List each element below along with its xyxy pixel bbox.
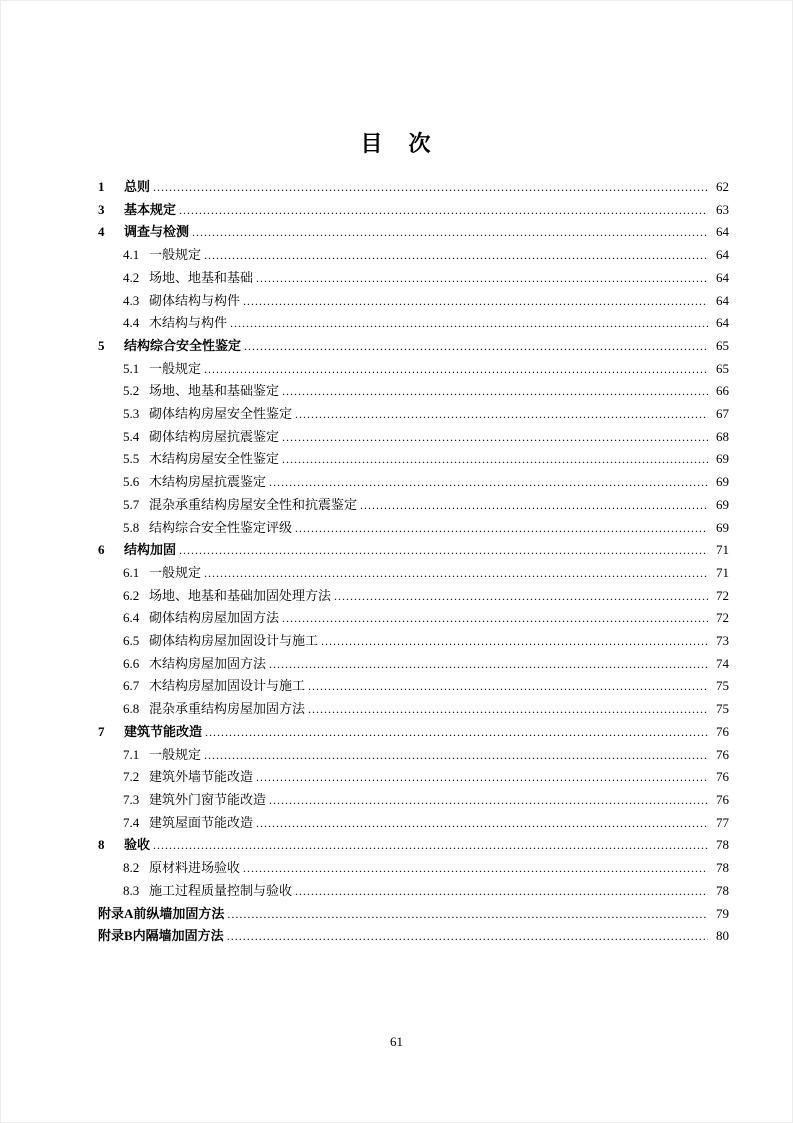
toc-leader-dots xyxy=(227,926,708,948)
toc-entry xyxy=(98,630,729,653)
toc-entry xyxy=(98,335,729,358)
toc-leader-dots xyxy=(256,767,708,789)
toc-entry-page: 72 xyxy=(716,587,729,603)
toc-entry-label: 一般规定 xyxy=(149,564,202,580)
toc-entry-label: 木结构房屋加固方法 xyxy=(149,655,267,671)
toc-entry-page: 76 xyxy=(716,746,729,762)
toc-entry-number: 8 xyxy=(98,837,105,853)
toc-entry-number: 7.3 xyxy=(123,791,140,807)
toc-entry-page: 71 xyxy=(716,542,729,558)
toc-entry-page: 76 xyxy=(716,791,729,807)
toc-entry-page: 69 xyxy=(716,474,729,490)
toc-entry-label: 木结构与构件 xyxy=(149,315,228,331)
toc-entry-number: 6.7 xyxy=(123,678,140,694)
toc-entry-label: 场地、地基和基础鉴定 xyxy=(149,383,280,399)
toc-entry-label: 结构综合安全性鉴定 xyxy=(124,337,242,353)
toc-entry-page: 63 xyxy=(716,201,729,217)
toc-entry-page: 64 xyxy=(716,247,729,263)
toc-entry-page: 65 xyxy=(716,360,729,376)
toc-entry-label: 一般规定 xyxy=(149,360,202,376)
toc-entry-label: 木结构房屋抗震鉴定 xyxy=(149,474,267,490)
toc-entry-number: 7.2 xyxy=(123,769,140,785)
toc-entry-label: 前纵墙加固方法 xyxy=(133,905,225,921)
toc-entry xyxy=(98,698,729,721)
toc-entry xyxy=(98,267,729,290)
toc-entry-number: 8.3 xyxy=(123,882,140,898)
toc-leader-dots xyxy=(308,676,708,698)
toc-entry-page: 67 xyxy=(716,406,729,422)
toc-entry-page: 69 xyxy=(716,519,729,535)
toc-leader-dots xyxy=(269,790,708,812)
toc-entry xyxy=(98,903,729,926)
toc-entry-label: 一般规定 xyxy=(149,746,202,762)
toc-entry-page: 75 xyxy=(716,678,729,694)
toc-entry-number: 4 xyxy=(98,224,105,240)
toc-leader-dots xyxy=(256,268,708,290)
toc-entry-page: 62 xyxy=(716,179,729,194)
toc-entry-number: 8.2 xyxy=(123,860,140,876)
toc-entry-label: 内隔墙加固方法 xyxy=(132,928,224,944)
toc-entry-number: 7.4 xyxy=(123,814,140,830)
toc-leader-dots xyxy=(153,835,708,857)
toc-entry-page: 73 xyxy=(716,633,729,649)
toc-leader-dots xyxy=(308,699,708,721)
toc-entry-number: 7.1 xyxy=(123,746,140,762)
toc-entry xyxy=(98,494,729,517)
toc-leader-dots xyxy=(282,427,708,449)
toc-entry-page: 78 xyxy=(716,882,729,898)
toc-entry xyxy=(98,539,729,562)
toc-leader-dots xyxy=(204,745,708,767)
toc-entry-label: 建筑节能改造 xyxy=(124,723,203,739)
toc-entry-label: 木结构房屋安全性鉴定 xyxy=(149,451,280,467)
toc-entry-label: 验收 xyxy=(124,837,151,853)
toc-entry xyxy=(98,380,729,403)
toc-entry-number: 5.3 xyxy=(123,406,140,422)
toc-entry xyxy=(98,517,729,540)
toc-leader-dots xyxy=(179,540,708,562)
toc-leader-dots xyxy=(334,586,708,608)
toc-entry xyxy=(98,471,729,494)
toc-leader-dots xyxy=(192,222,708,244)
toc-leader-dots xyxy=(321,631,708,653)
toc-entry xyxy=(98,607,729,630)
toc-entry-number: 5.1 xyxy=(123,360,140,376)
toc-entry-number: 5.8 xyxy=(123,519,140,535)
toc-leader-dots xyxy=(256,813,708,835)
toc-leader-dots xyxy=(269,472,708,494)
toc-entry-label: 砌体结构房屋加固设计与施工 xyxy=(149,633,319,649)
toc-entry xyxy=(98,176,729,199)
toc-entry-label: 砌体结构房屋安全性鉴定 xyxy=(149,406,293,422)
toc-entry-label: 砌体结构房屋加固方法 xyxy=(149,610,280,626)
toc-entry-number: 6.8 xyxy=(123,701,140,717)
toc-entry-page: 76 xyxy=(716,769,729,785)
toc-entry xyxy=(98,857,729,880)
toc-entry-page: 76 xyxy=(716,723,729,739)
toc-entry xyxy=(98,834,729,857)
toc-entry-number: 4.4 xyxy=(123,315,140,331)
toc-entry-number: 5 xyxy=(98,337,105,353)
toc-leader-dots xyxy=(179,200,708,222)
toc-entry xyxy=(98,675,729,698)
toc-entry-page: 71 xyxy=(716,564,729,580)
toc-entry-number: 5.2 xyxy=(123,383,140,399)
toc-entry-page: 80 xyxy=(716,928,729,944)
toc-entry-number: 1 xyxy=(98,179,105,194)
toc-entry-label: 砌体结构房屋抗震鉴定 xyxy=(149,428,280,444)
toc-entry-page: 64 xyxy=(716,315,729,331)
toc-entry xyxy=(98,812,729,835)
toc-leader-dots xyxy=(269,654,708,676)
page-title: 目 次 xyxy=(360,131,433,156)
toc-leader-dots xyxy=(282,449,708,471)
toc-entry-label: 建筑外墙节能改造 xyxy=(149,769,254,785)
toc-entry xyxy=(98,766,729,789)
toc-entry-label: 建筑外门窗节能改造 xyxy=(149,791,267,807)
toc-entry-label: 建筑屋面节能改造 xyxy=(149,814,254,830)
toc-entry xyxy=(98,426,729,449)
toc-leader-dots xyxy=(243,291,708,313)
toc-leader-dots xyxy=(282,608,708,630)
toc-entry-label: 场地、地基和基础 xyxy=(149,269,254,285)
toc-entry xyxy=(98,585,729,608)
toc-entry-label: 混杂承重结构房屋加固方法 xyxy=(149,701,306,717)
toc-leader-dots xyxy=(244,336,708,358)
toc-entry-page: 78 xyxy=(716,837,729,853)
toc-entry-number: 6.1 xyxy=(123,564,140,580)
toc-entry-label: 混杂承重结构房屋安全性和抗震鉴定 xyxy=(149,496,358,512)
toc-entry xyxy=(98,199,729,222)
toc-leader-dots xyxy=(205,722,708,744)
toc-leader-dots xyxy=(360,495,708,517)
toc-leader-dots xyxy=(282,381,708,403)
toc-entry xyxy=(98,925,729,948)
toc-entry-number: 5.7 xyxy=(123,496,140,512)
toc-entry-label: 结构加固 xyxy=(124,542,177,558)
toc-entry xyxy=(98,312,729,335)
toc-entry-number: 6 xyxy=(98,542,105,558)
toc-entry xyxy=(98,721,729,744)
toc-entry xyxy=(98,562,729,585)
toc-entry-number: 附录B xyxy=(98,928,133,944)
toc-entry-number: 4.2 xyxy=(123,269,140,285)
toc-entry-number: 5.4 xyxy=(123,428,140,444)
toc-entry-label: 基本规定 xyxy=(124,201,177,217)
toc-entry-label: 总则 xyxy=(124,179,151,194)
toc-entry-number: 4.1 xyxy=(123,247,140,263)
toc-entry xyxy=(98,789,729,812)
toc-entry-label: 砌体结构与构件 xyxy=(149,292,241,308)
toc-entry-page: 68 xyxy=(716,428,729,444)
toc-entry-number: 7 xyxy=(98,723,105,739)
toc-entry-label: 施工过程质量控制与验收 xyxy=(149,882,293,898)
toc-entry-number: 6.2 xyxy=(123,587,140,603)
toc-entry-page: 69 xyxy=(716,451,729,467)
toc-leader-dots xyxy=(243,858,708,880)
toc-entry xyxy=(98,653,729,676)
toc-entry xyxy=(98,880,729,903)
toc-entry-page: 64 xyxy=(716,224,729,240)
toc-entry-number: 6.6 xyxy=(123,655,140,671)
toc-entry xyxy=(98,358,729,381)
toc-entry-label: 场地、地基和基础加固处理方法 xyxy=(149,587,332,603)
toc-entry-page: 69 xyxy=(716,496,729,512)
toc-entry-page: 65 xyxy=(716,337,729,353)
toc-leader-dots xyxy=(204,245,708,267)
toc-entry-page: 79 xyxy=(716,905,729,921)
toc-entry-number: 附录A xyxy=(98,905,134,921)
toc-entry xyxy=(98,290,729,313)
toc-leader-dots xyxy=(295,518,708,540)
toc-entry-number: 6.5 xyxy=(123,633,140,649)
toc-leader-dots xyxy=(230,313,708,335)
toc-entry xyxy=(98,744,729,767)
toc-leader-dots xyxy=(227,904,708,926)
toc-entry-number: 5.5 xyxy=(123,451,140,467)
page-number: 61 xyxy=(390,1034,403,1049)
toc-entry-page: 72 xyxy=(716,610,729,626)
toc-entry-label: 原材料进场验收 xyxy=(149,860,241,876)
toc-leader-dots xyxy=(153,177,708,199)
toc-entry xyxy=(98,244,729,267)
toc-leader-dots xyxy=(295,881,708,903)
toc-entry-page: 78 xyxy=(716,860,729,876)
toc-entry-number: 4.3 xyxy=(123,292,140,308)
toc-entry-label: 木结构房屋加固设计与施工 xyxy=(149,678,306,694)
toc-entry xyxy=(98,403,729,426)
toc-entry-page: 64 xyxy=(716,292,729,308)
toc-leader-dots xyxy=(295,404,708,426)
toc-entry-page: 64 xyxy=(716,269,729,285)
toc-entry-number: 3 xyxy=(98,201,105,217)
toc-entry xyxy=(98,448,729,471)
toc-entry-page: 74 xyxy=(716,655,729,671)
toc-leader-dots xyxy=(204,359,708,381)
toc-leader-dots xyxy=(204,563,708,585)
toc-entry-number: 5.6 xyxy=(123,474,140,490)
toc-entry-label: 一般规定 xyxy=(149,247,202,263)
toc-entry-page: 77 xyxy=(716,814,729,830)
toc-entry-label: 结构综合安全性鉴定评级 xyxy=(149,519,293,535)
toc-entry xyxy=(98,221,729,244)
toc-entry-number: 6.4 xyxy=(123,610,140,626)
toc-entry-page: 75 xyxy=(716,701,729,717)
toc-entry-label: 调查与检测 xyxy=(124,224,190,240)
toc-entry-page: 66 xyxy=(716,383,729,399)
toc-list xyxy=(98,176,729,948)
